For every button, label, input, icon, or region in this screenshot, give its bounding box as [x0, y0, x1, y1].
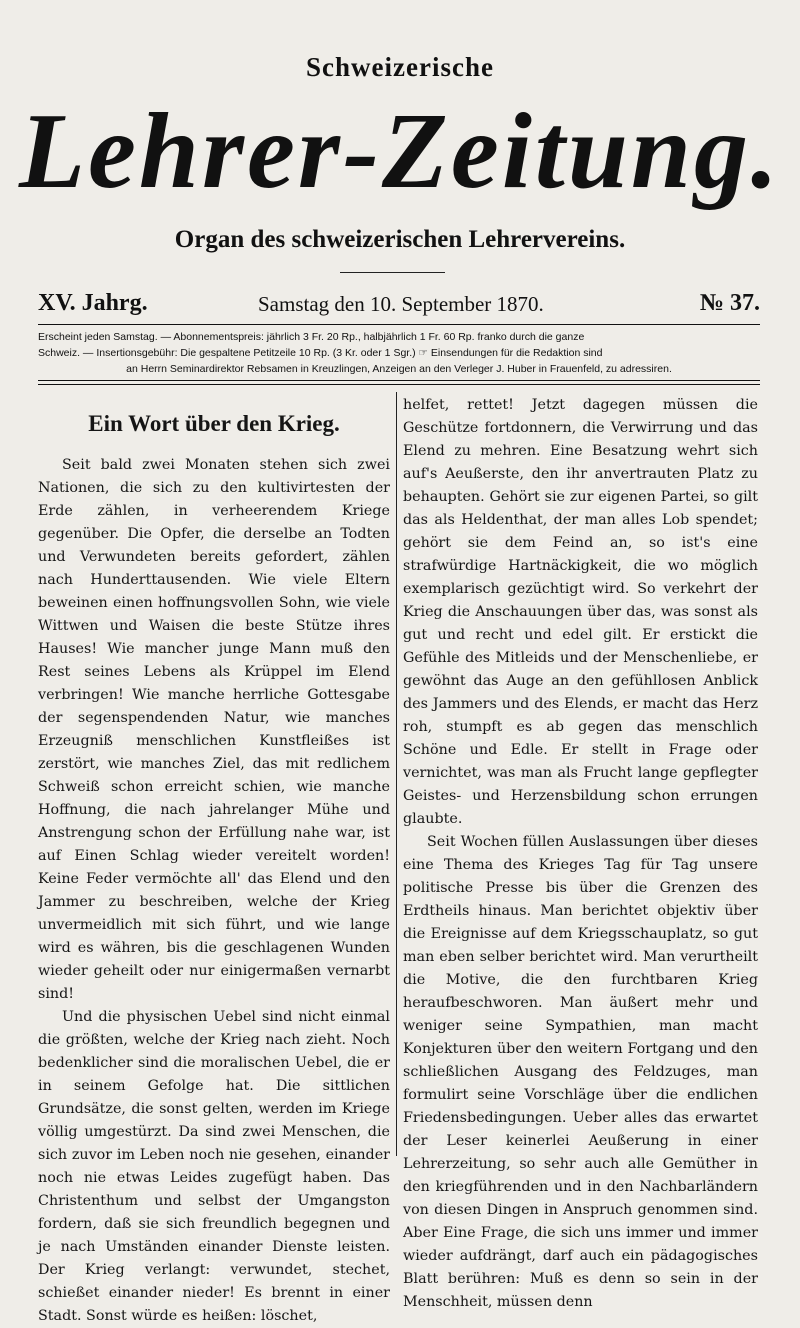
terms-line-2: Schweiz. — Insertionsgebühr: Die gespaltene Petitzeile 10 Rp. (3 Kr. oder 1 Sgr.) ☞ Einsendungen für die Redaktion sind	[38, 347, 603, 359]
masthead-title: Lehrer-Zeitung.	[19, 92, 781, 211]
rule-top	[38, 324, 760, 325]
left-paragraph-2: Und die physischen Uebel sind nicht einmal die größten, welche der Krieg nach zieht. Noch bedenklicher sind die moralischen Uebel, die er in seinem Gefolge hat. Die sittlichen Grundsätze, die sonst gelten, werden im Kriege völlig umgestürzt. Da sind zwei Menschen, die sich zuvor im Leben noch nie gesehen, einander noch nie etwas Leides zugefügt haben. Das Christenthum und selbst der Umgangston fordern, daß sie sich freundlich begegnen und je nach Umständen einander Dienste leisten. Der Krieg verlangt: verwundet, stechet, schießet einander nieder! Es brennt in einer Stadt. Sonst würde es heißen: löschet,	[38, 1009, 390, 1324]
right-paragraph-2: Seit Wochen füllen Auslassungen über dieses eine Thema des Krieges Tag für Tag unsere politische Presse bis über die Grenzen des Erdtheils hinaus. Man berichtet objektiv über die Ereignisse auf dem Kriegsschauplatz, so gut man eben selber berichtet wird. Man verurtheilt die Motive, die den furchtbaren Krieg heraufbeschworen. Man äußert mehr und weniger seine Sympathien, man macht Konjekturen über den weitern Fortgang und den schließlichen Ausgang des Feldzuges, man formulirt seine Vorschläge über die endlichen Friedensbedingungen. Ueber alles das erwartet der Leser keinerlei Aeußerung in einer Lehrerzeitung, so sehr auch alle Gemüther in den kriegführenden und in den Nachbarländern von diesen Dingen in Anspruch genommen sind. Aber Eine Frage, die sich uns immer und immer wieder aufdrängt, darf auch ein pädagogisches Blatt berühren: Muß es denn so sein in der Menschheit, müssen denn	[403, 834, 758, 1310]
left-paragraph-1: Seit bald zwei Monaten stehen sich zwei Nationen, die sich zu den kultivirtesten der Erde zählen, in verheerendem Kriege gegenüber. Die Opfer, die derselbe an Todten und Verwundeten bereits gefordert, zählen nach Hunderttausenden. Wie viele Eltern beweinen einen hoffnungsvollen Sohn, wie viele Wittwen und Waisen die beste Stütze ihres Hauses! Wie mancher junge Mann muß den Rest seines Lebens als Krüppel im Elend verbringen! Wie manche herrliche Gottesgabe der segenspendenden Natur, wie manches Erzeugniß menschlichen Kunstfleißes ist zerstört, wie manches Ziel, das mit redlichem Schweiß schon erreicht schien, wie manche Hoffnung, die nach jahrelanger Mühe und Anstrengung schon der Erfüllung nahe war, ist auf Einen Schlag wieder vereitelt worden! Keine Feder vermöchte all' das Elend und den Jammer zu beschreiben, welche der Krieg unvermeidlich mit sich führt, und wie lange wird es währen, bis die geschlagenen Wunden wieder geheilt oder nur einigermaßen vernarbt sind!	[38, 457, 390, 1002]
masthead-subtitle: Organ des schweizerischen Lehrervereins.	[174, 226, 626, 253]
terms-line-1: Erscheint jeden Samstag. — Abonnementspreis: jährlich 3 Fr. 20 Rp., halbjährlich 1 Fr. 60 Rp. franko durch die ganze	[38, 331, 585, 343]
title-divider	[340, 272, 445, 273]
rule-bottom-1	[38, 380, 760, 381]
issue-date: Samstag den 10. September 1870.	[258, 292, 544, 316]
column-left	[38, 394, 390, 1328]
column-right	[403, 394, 758, 1314]
dateline	[38, 290, 760, 320]
volume-label: XV. Jahrg.	[38, 290, 148, 316]
rule-bottom-2	[38, 384, 760, 385]
masthead-kicker: Schweizerische	[306, 52, 494, 82]
subscription-terms	[38, 329, 760, 377]
column-divider	[396, 392, 397, 1156]
issue-number: № 37.	[699, 290, 760, 316]
right-paragraph-1: helfet, rettet! Jetzt dagegen müssen die Geschütze fortdonnern, die Verwirrung und das Elend zu mehren. Eine Besatzung wehrt sich auf's Aeußerste, den ihr anvertrauten Platz zu behaupten. Gehört sie zur eigenen Partei, so gilt das als Heldenthat, der man alles Lob spendet; gehört sie dem Feind an, so ist's eine strafwürdige Hartnäckigkeit, die wo möglich exemplarisch gezüchtigt wird. So verkehrt der Krieg die Anschauungen über das, was sonst als gut und recht und edel gilt. Er erstickt die Gefühle des Mitleids und der Menschenliebe, er gewöhnt das Auge an den gefühllosen Anblick des Jammers und des Elends, er macht das Herz roh, stumpft es ab gegen das menschlich Schöne und Edle. Er stellt in Frage oder vernichtet, was man als Frucht lange gepflegter Geistes- und Herzensbildung schon errungen glaubte.	[403, 397, 758, 827]
terms-line-3: an Herrn Seminardirektor Rebsamen in Kreuzlingen, Anzeigen an den Verleger J. Huber in Frauenfeld, zu adressiren.	[126, 363, 672, 375]
article-title: Ein Wort über den Krieg.	[88, 411, 340, 436]
